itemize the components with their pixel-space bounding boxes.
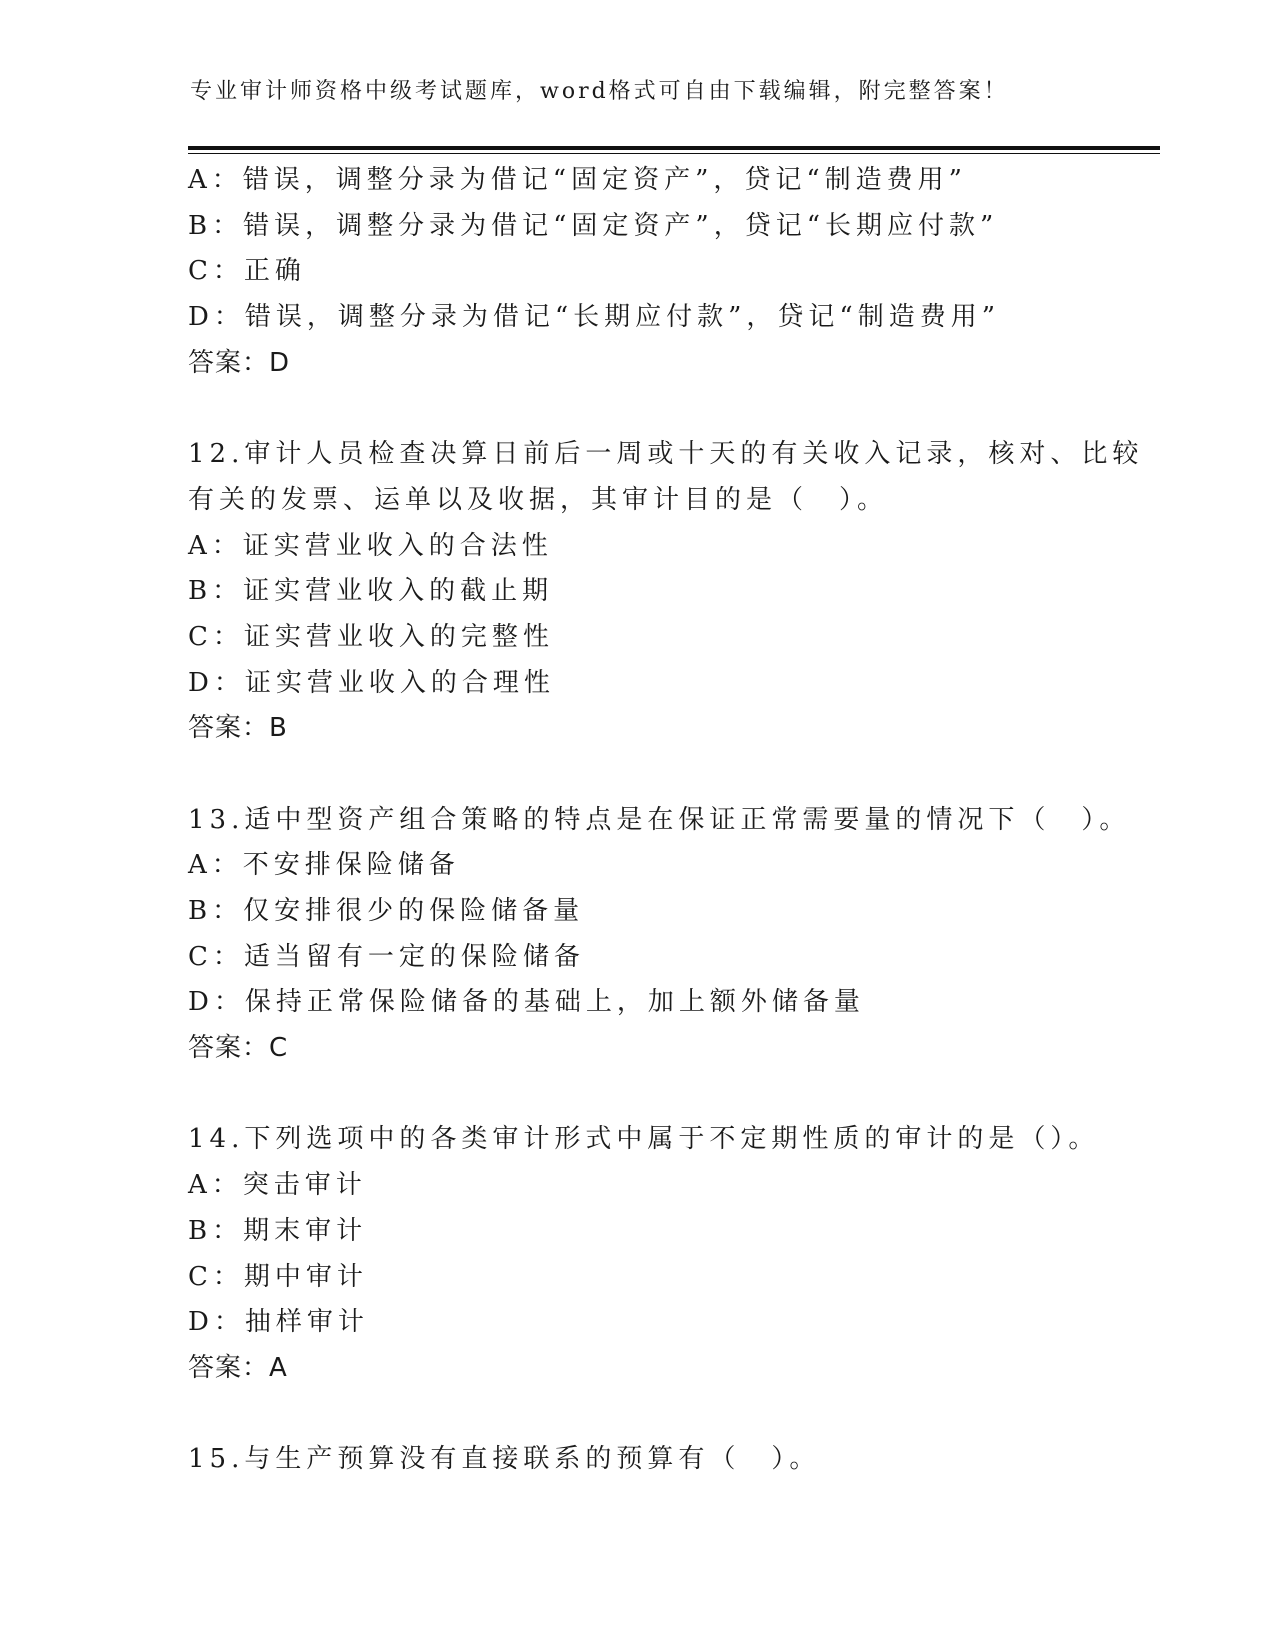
- answer: 答案：B: [188, 713, 288, 744]
- answer: 答案：D: [188, 347, 291, 378]
- option-b: B：错误，调整分录为借记“固定资产”，贷记“长期应付款”: [188, 210, 999, 241]
- question-13: [188, 798, 1148, 1072]
- question-12: [188, 432, 1148, 752]
- header-rule-thick: [188, 146, 1160, 150]
- option-a: A：不安排保险储备: [188, 850, 460, 881]
- answer: 答案：A: [188, 1352, 288, 1383]
- question-stem-continued: 有关的发票、运单以及收据，其审计目的是（ ）。: [188, 484, 889, 515]
- option-d: D：保持正常保险储备的基础上，加上额外储备量: [188, 987, 865, 1018]
- question-list: [188, 158, 1148, 1483]
- option-c: C：期中审计: [188, 1261, 368, 1292]
- question-14: [188, 1117, 1148, 1391]
- spacer: [188, 1072, 1148, 1118]
- option-a: A：错误，调整分录为借记“固定资产”，贷记“制造费用”: [188, 165, 967, 195]
- option-c: C：正确: [188, 256, 306, 287]
- option-c: C：证实营业收入的完整性: [188, 621, 554, 652]
- option-d: D：错误，调整分录为借记“长期应付款”，贷记“制造费用”: [188, 302, 1001, 333]
- answer: 答案：C: [188, 1033, 289, 1064]
- option-b: B：期末审计: [188, 1215, 368, 1246]
- spacer: [188, 1392, 1148, 1438]
- option-a: A：证实营业收入的合法性: [188, 530, 553, 561]
- question-stem: 15.与生产预算没有直接联系的预算有（ ）。: [188, 1444, 821, 1475]
- question-15: [188, 1437, 1148, 1483]
- option-a: A：突击审计: [188, 1170, 367, 1201]
- page-header: 专业审计师资格中级考试题库，word格式可自由下载编辑，附完整答案！: [190, 79, 1009, 104]
- option-d: D：证实营业收入的合理性: [188, 667, 555, 698]
- option-c: C：适当留有一定的保险储备: [188, 941, 585, 972]
- header-rule-thin: [188, 153, 1160, 154]
- option-b: B：证实营业收入的截止期: [188, 576, 554, 607]
- option-d: D：抽样审计: [188, 1307, 369, 1338]
- spacer: [188, 752, 1148, 798]
- question-11-tail: [188, 158, 1148, 386]
- option-b: B：仅安排很少的保险储备量: [188, 896, 585, 926]
- question-stem: 12.审计人员检查决算日前后一周或十天的有关收入记录，核对、比较: [188, 439, 1144, 470]
- question-stem: 14.下列选项中的各类审计形式中属于不定期性质的审计的是（）。: [188, 1124, 1100, 1155]
- spacer: [188, 386, 1148, 432]
- question-stem: 13.适中型资产组合策略的特点是在保证正常需要量的情况下（ ）。: [188, 804, 1131, 835]
